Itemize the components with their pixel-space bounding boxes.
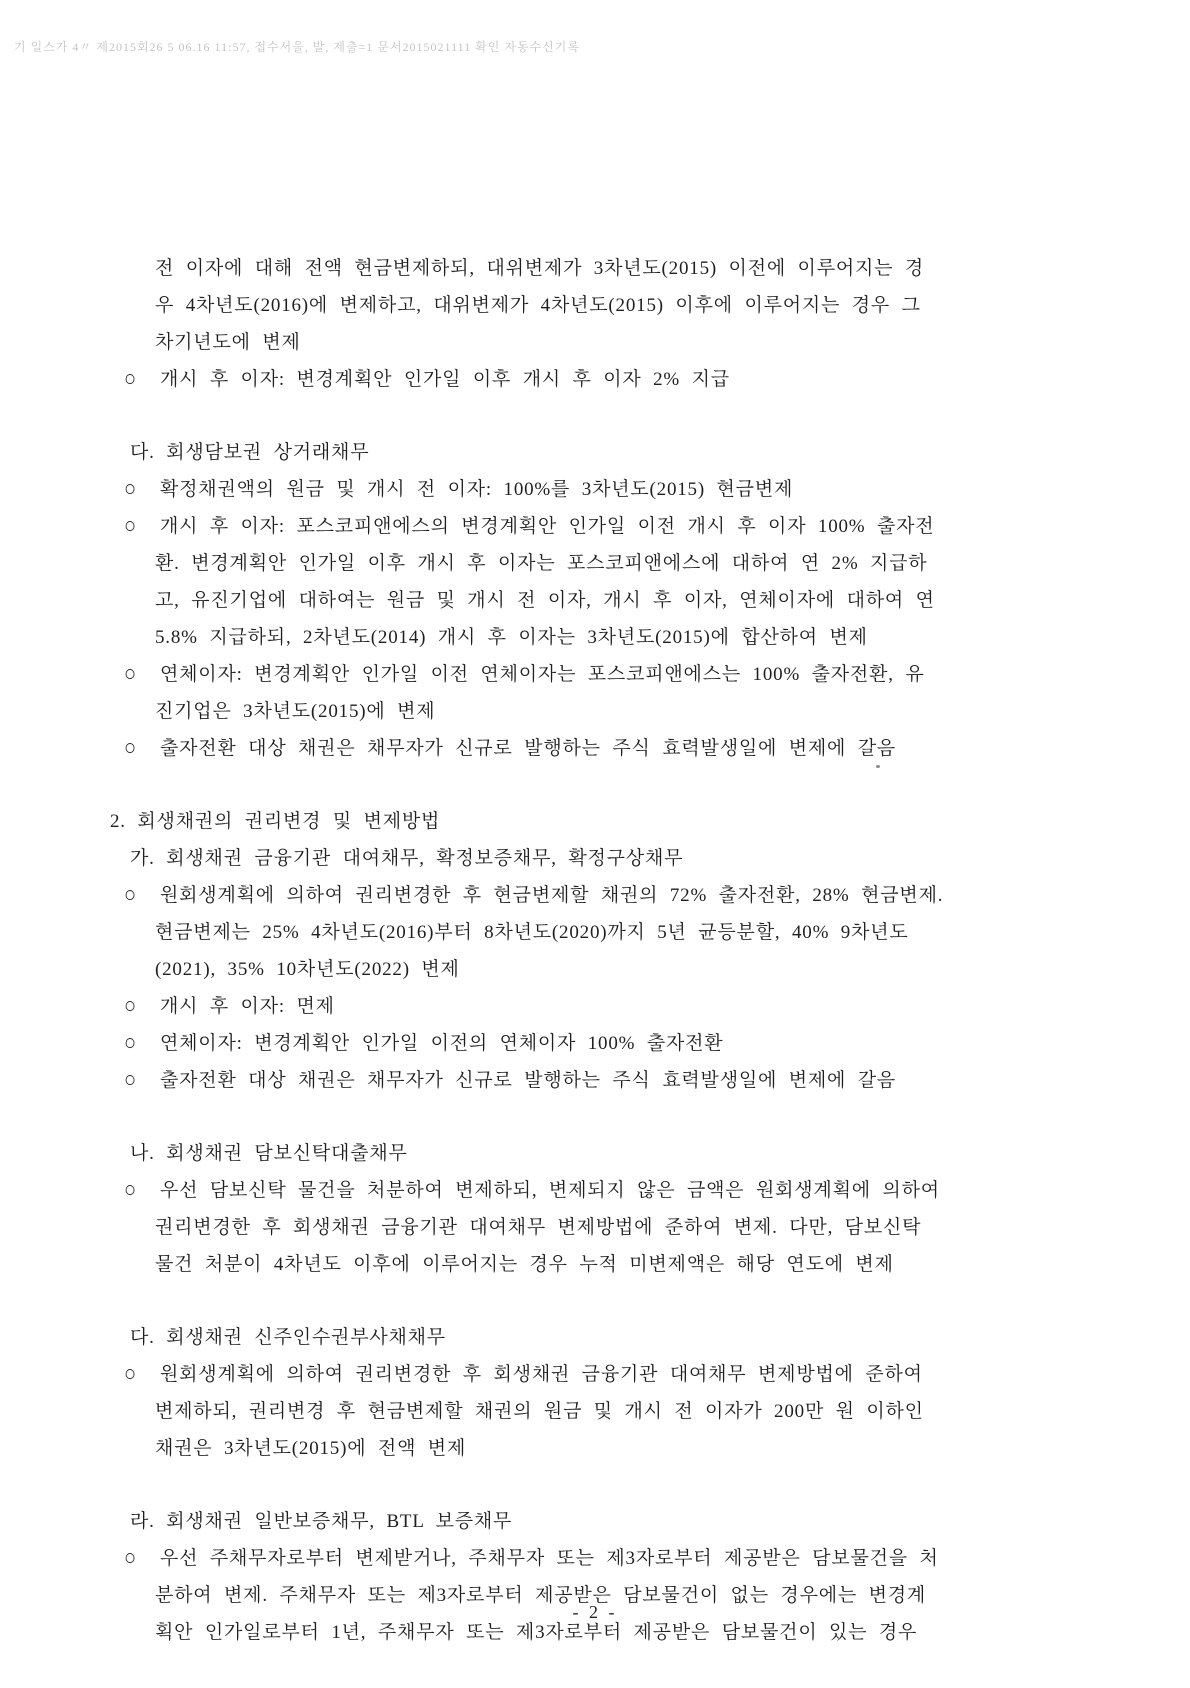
circle-bullet-icon: ○ — [124, 661, 137, 687]
circle-bullet-icon: ○ — [124, 513, 137, 539]
section-heading: 라. 회생채권 일반보증채무, BTL 보증채무 — [130, 1511, 513, 1532]
doc-line: 환. 변경계획안 인가일 이후 개시 후 이자는 포스코피앤에스에 대하여 연 2% 지급하 — [155, 553, 928, 574]
document-body — [0, 250, 1190, 1651]
bullet-text: 개시 후 이자: 면제 — [160, 996, 335, 1017]
bullet-item — [0, 988, 1190, 1025]
bullet-text: 개시 후 이자: 변경계획안 인가일 이후 개시 후 이자 2% 지급 — [160, 369, 730, 390]
doc-line: 고, 유진기업에 대하여는 원금 및 개시 전 이자, 개시 후 이자, 연체이자에 대하여 연 — [155, 590, 935, 611]
scan-speck — [876, 765, 880, 768]
doc-line: 채권은 3차년도(2015)에 전액 변제 — [155, 1438, 467, 1459]
numbered-heading: 2. 회생채권의 권리변경 및 변제방법 — [110, 811, 441, 832]
blank-line — [0, 1099, 1190, 1135]
doc-line: 5.8% 지급하되, 2차년도(2014) 개시 후 이자는 3차년도(2015)에 합산하여 변제 — [155, 627, 868, 648]
doc-line: 전 이자에 대해 전액 현금변제하되, 대위변제가 3차년도(2015) 이전에 이루어지는 경 — [155, 258, 925, 279]
bullet-item — [0, 1062, 1190, 1099]
section-heading: 나. 회생채권 담보신탁대출채무 — [130, 1143, 408, 1164]
bullet-item — [0, 1540, 1190, 1577]
bullet-item — [0, 1172, 1190, 1209]
doc-line: 차기년도에 변제 — [155, 332, 301, 353]
bullet-item — [0, 361, 1190, 398]
doc-line: 분하여 변제. 주채무자 또는 제3자로부터 제공받은 담보물건이 없는 경우에는 변경계 — [155, 1585, 927, 1606]
doc-line: 현금변제는 25% 4차년도(2016)부터 8차년도(2020)까지 5년 균등분할, 40% 9차년도 — [155, 922, 909, 943]
bullet-text: 연체이자: 변경계획안 인가일 이전의 연체이자 100% 출자전환 — [160, 1033, 724, 1054]
bullet-text: 원회생계획에 의하여 권리변경한 후 회생채권 금융기관 대여채무 변제방법에 준하여 — [160, 1364, 923, 1385]
doc-line: 물건 처분이 4차년도 이후에 이루어지는 경우 누적 미변제액은 해당 연도에 변제 — [155, 1254, 894, 1275]
fax-scan-header: 기 일스가 4〃 제2015회26 5 06.16 11:57, 접수서울, 발, 제출=1 문서2015021111 확인 자동수신기록 — [14, 40, 580, 54]
section-heading: 다. 회생담보권 상거래채무 — [130, 442, 370, 463]
bullet-item — [0, 1025, 1190, 1062]
bullet-item — [0, 656, 1190, 693]
bullet-text: 출자전환 대상 채권은 채무자가 신규로 발행하는 주식 효력발생일에 변제에 갈음 — [160, 1070, 897, 1091]
circle-bullet-icon: ○ — [124, 993, 137, 1019]
blank-line — [0, 1467, 1190, 1503]
doc-line: 우 4차년도(2016)에 변제하고, 대위변제가 4차년도(2015) 이후에 이루어지는 경우 그 — [155, 295, 921, 316]
bullet-text: 개시 후 이자: 포스코피앤에스의 변경계획안 인가일 이전 개시 후 이자 100% 출자전 — [160, 516, 935, 537]
circle-bullet-icon: ○ — [124, 366, 137, 392]
bullet-item — [0, 877, 1190, 914]
circle-bullet-icon: ○ — [124, 882, 137, 908]
blank-line — [0, 398, 1190, 434]
blank-line — [0, 1283, 1190, 1319]
blank-line — [0, 767, 1190, 803]
circle-bullet-icon: ○ — [124, 1177, 137, 1203]
bullet-item — [0, 730, 1190, 767]
page-number: - 2 - — [572, 1602, 618, 1622]
section-heading: 가. 회생채권 금융기관 대여채무, 확정보증채무, 확정구상채무 — [130, 848, 684, 869]
bullet-item — [0, 471, 1190, 508]
doc-line: 변제하되, 권리변경 후 현금변제할 채권의 원금 및 개시 전 이자가 200만 원 이하인 — [155, 1401, 924, 1422]
bullet-text: 원회생계획에 의하여 권리변경한 후 현금변제할 채권의 72% 출자전환, 28% 현금변제. — [160, 885, 944, 906]
bullet-text: 출자전환 대상 채권은 채무자가 신규로 발행하는 주식 효력발생일에 변제에 갈음 — [160, 738, 897, 759]
section-heading: 다. 회생채권 신주인수권부사채채무 — [130, 1327, 446, 1348]
circle-bullet-icon: ○ — [124, 476, 137, 502]
circle-bullet-icon: ○ — [124, 1067, 137, 1093]
doc-line: 획안 인가일로부터 1년, 주채무자 또는 제3자로부터 제공받은 담보물건이 있는 경우 — [155, 1622, 918, 1643]
doc-line: (2021), 35% 10차년도(2022) 변제 — [155, 959, 460, 980]
circle-bullet-icon: ○ — [124, 1361, 137, 1387]
circle-bullet-icon: ○ — [124, 1545, 137, 1571]
circle-bullet-icon: ○ — [124, 1030, 137, 1056]
bullet-text: 확정채권액의 원금 및 개시 전 이자: 100%를 3차년도(2015) 현금변제 — [160, 479, 794, 500]
bullet-text: 우선 담보신탁 물건을 처분하여 변제하되, 변제되지 않은 금액은 원회생계획에 의하여 — [160, 1180, 940, 1201]
doc-line: 권리변경한 후 회생채권 금융기관 대여채무 변제방법에 준하여 변제. 다만, 담보신탁 — [155, 1217, 922, 1238]
bullet-item — [0, 508, 1190, 545]
doc-line: 진기업은 3차년도(2015)에 변제 — [155, 701, 436, 722]
bullet-text: 우선 주채무자로부터 변제받거나, 주채무자 또는 제3자로부터 제공받은 담보물건을 처 — [160, 1548, 939, 1569]
bullet-item — [0, 1356, 1190, 1393]
bullet-text: 연체이자: 변경계획안 인가일 이전 연체이자는 포스코피앤에스는 100% 출자전환, 유 — [160, 664, 925, 685]
circle-bullet-icon: ○ — [124, 735, 137, 761]
